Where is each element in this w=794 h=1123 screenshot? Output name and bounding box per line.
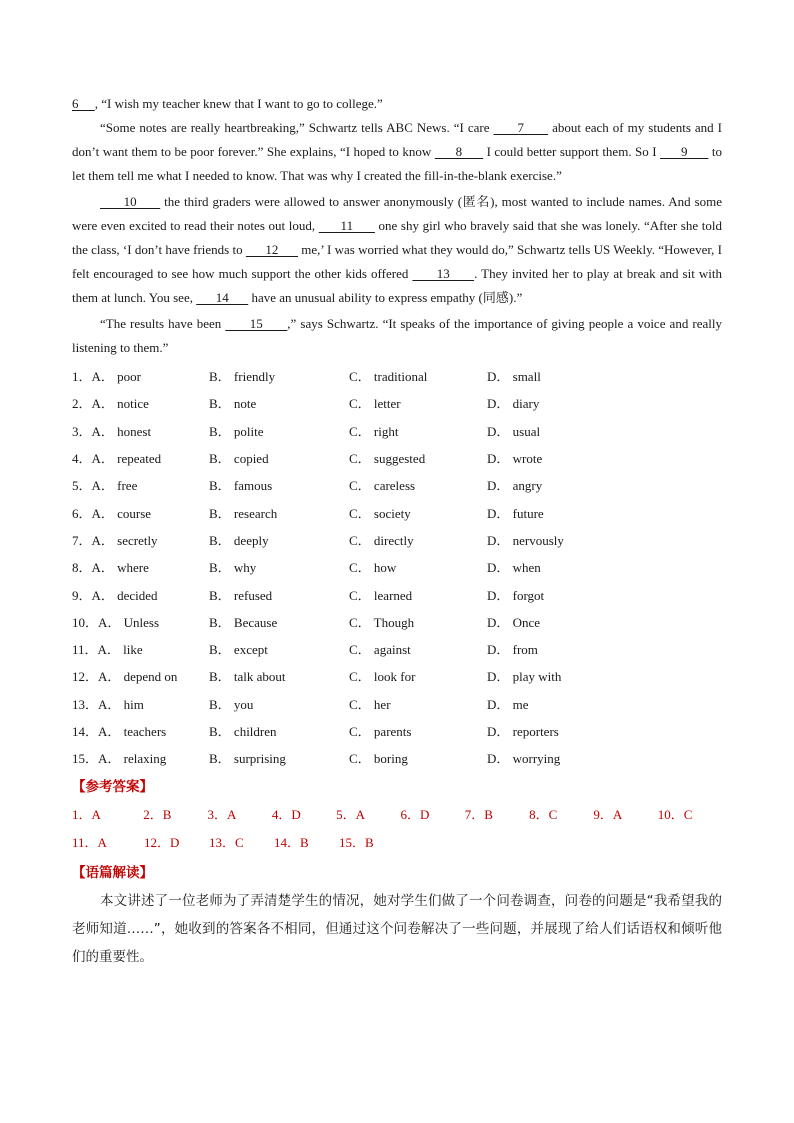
answer-item: 10．C [657, 807, 693, 823]
option-b: B． famous [209, 478, 273, 494]
option-b: B． Because [209, 614, 278, 630]
passage-text: about each of my students and I don’t want them to be poor forever.” She explains, “I hoped to know [72, 120, 722, 159]
blank-6: 6 [72, 96, 95, 111]
answer-item: 5．A [336, 807, 366, 823]
passage-paragraph-3 [72, 190, 722, 310]
option-a: 12．A． depend on [72, 669, 178, 685]
question-row [72, 389, 722, 416]
option-c: C． look for [349, 669, 416, 685]
option-a: 13．A． him [72, 696, 144, 712]
answer-item: 1．A [72, 807, 101, 823]
option-d: D． angry [487, 478, 543, 494]
answer-item: 3．A [207, 807, 237, 823]
passage-text: the third graders were allowed to answer anonymously (匿名), most wanted to include names. And some were even excited to read their notes out loud, [72, 194, 723, 233]
option-c: C． boring [349, 751, 408, 767]
passage-text: ,” says Schwartz. “It speaks of the importance of giving people a voice and really listening to them.” [72, 316, 722, 355]
question-row [72, 471, 722, 498]
blank-12: 12 [245, 242, 299, 257]
option-d: D． me [487, 696, 529, 712]
option-a: 14．A． teachers [72, 724, 167, 739]
option-d: D． reporters [487, 724, 559, 739]
option-b: B． why [209, 560, 257, 576]
answer-section-title: 【参考答案】 [72, 779, 153, 796]
option-a: 8．A． where [72, 560, 149, 576]
option-b: B． you [209, 696, 254, 712]
option-b: B． copied [209, 451, 269, 467]
question-row [72, 580, 722, 607]
option-d: D． play with [487, 669, 562, 685]
option-a: 6．A． course [72, 505, 152, 521]
question-row [72, 444, 722, 471]
option-b: B． note [209, 396, 257, 412]
option-b: B． except [209, 642, 268, 658]
passage-text: , “I wish my teacher knew that I want to go to college.” [94, 96, 383, 111]
option-a: 1．A． poor [72, 369, 141, 385]
option-c: C． parents [349, 724, 412, 739]
blank-9: 9 [660, 144, 709, 159]
question-row [72, 717, 722, 744]
option-c: C． right [349, 423, 399, 439]
option-b: B． research [209, 505, 278, 521]
option-c: C． against [349, 642, 411, 658]
option-a: 15．A． relaxing [72, 751, 167, 767]
question-row [72, 553, 722, 580]
option-d: D． worrying [487, 751, 561, 767]
option-d: D． forgot [487, 587, 545, 603]
passage-text: “The results have been [100, 316, 226, 331]
answer-item: 2．B [143, 807, 172, 823]
option-d: D． Once [487, 614, 541, 630]
option-d: D． future [487, 505, 544, 521]
passage-text: “Some notes are really heartbreaking,” Schwartz tells ABC News. “I care [100, 120, 494, 135]
option-d: D． when [487, 560, 541, 576]
option-c: C． how [349, 560, 397, 576]
passage-text: to let them tell me what I needed to know. That was why I created the fill-in-the-blank exercise.” [72, 144, 723, 183]
answer-item: 11．A [72, 835, 107, 851]
question-row [72, 690, 722, 717]
question-row [72, 417, 722, 444]
passage-text: . They invited her to play at break and sit with them at lunch. You see, [72, 266, 723, 305]
answer-item: 8．C [529, 807, 558, 823]
option-c: C． her [349, 696, 391, 712]
question-row [72, 362, 722, 389]
option-c: C． learned [349, 587, 413, 603]
answer-item: 9．A [593, 807, 623, 823]
option-c: C． directly [349, 532, 414, 548]
answer-item: 4．D [271, 807, 301, 823]
passage-paragraph-2 [72, 116, 722, 188]
option-d: D． diary [487, 396, 540, 412]
blank-8: 8 [434, 144, 484, 159]
question-row [72, 744, 722, 771]
question-row [72, 608, 722, 635]
passage-text: I could better support them. So I [483, 144, 661, 159]
answer-item: 6．D [400, 807, 430, 823]
option-b: B． talk about [209, 669, 286, 685]
analysis-text: 本文讲述了一位老师为了弄清楚学生的情况，她对学生们做了一个问卷调查，问卷的问题是“我希望我的老师知道……”，她收到的答案各不相同，但通过这个问卷解决了一些问题，并展现了给人们话语权和倾听他们的重要性。 [72, 893, 722, 966]
option-c: C． careless [349, 478, 416, 494]
passage-text: one shy girl who bravely said that she was lonely. “After she told the class, ‘I don’t have friends to [72, 218, 722, 257]
option-b: B． children [209, 724, 277, 739]
blank-15: 15 [225, 316, 288, 331]
blank-13: 13 [412, 266, 475, 281]
option-b: B． friendly [209, 369, 276, 385]
answer-item: 7．B [464, 807, 493, 823]
option-d: D． nervously [487, 532, 564, 548]
answer-item: 12．D [144, 835, 180, 851]
passage-paragraph-4 [72, 312, 722, 360]
blank-7: 7 [493, 120, 549, 135]
option-c: C． Though [349, 614, 415, 630]
option-a: 7．A． secretly [72, 532, 158, 548]
option-c: C． society [349, 505, 411, 521]
answer-key [72, 801, 722, 857]
option-d: D． wrote [487, 451, 543, 467]
option-a: 4．A． repeated [72, 451, 162, 467]
option-c: C． suggested [349, 451, 426, 467]
blank-11: 11 [318, 218, 375, 233]
option-c: C． traditional [349, 369, 428, 385]
option-d: D． usual [487, 423, 541, 439]
blank-10: 10 [100, 194, 161, 209]
options-list [72, 362, 722, 771]
answer-item: 13．C [209, 835, 244, 851]
option-b: B． refused [209, 587, 273, 603]
option-a: 10．A． Unless [72, 614, 160, 630]
passage-paragraph-1 [72, 92, 722, 116]
option-b: B． polite [209, 423, 264, 439]
answer-row [72, 829, 722, 857]
option-b: B． deeply [209, 532, 269, 548]
option-c: C． letter [349, 396, 401, 412]
blank-14: 14 [196, 290, 249, 305]
question-row [72, 498, 722, 525]
answer-item: 14．B [274, 835, 309, 851]
option-a: 5．A． free [72, 478, 138, 494]
answer-item: 15．B [339, 835, 374, 851]
option-b: B． surprising [209, 751, 286, 767]
option-a: 9．A． decided [72, 587, 158, 603]
document-page [72, 92, 722, 971]
option-a: 2．A． notice [72, 396, 149, 412]
question-row [72, 526, 722, 553]
option-a: 3．A． honest [72, 423, 152, 439]
answer-row [72, 801, 722, 829]
option-d: D． from [487, 642, 538, 658]
option-d: D． small [487, 369, 541, 385]
option-a: 11．A． like [72, 642, 143, 658]
analysis-section-title: 【语篇解读】 [72, 865, 153, 882]
passage-text: have an unusual ability to express empathy (同感).” [248, 290, 523, 305]
question-row [72, 662, 722, 689]
passage-text: me,’ I was worried what they would do,” Schwartz tells US Weekly. “However, I felt encouraged to see how much support the other kids offered [72, 242, 723, 281]
question-row [72, 635, 722, 662]
